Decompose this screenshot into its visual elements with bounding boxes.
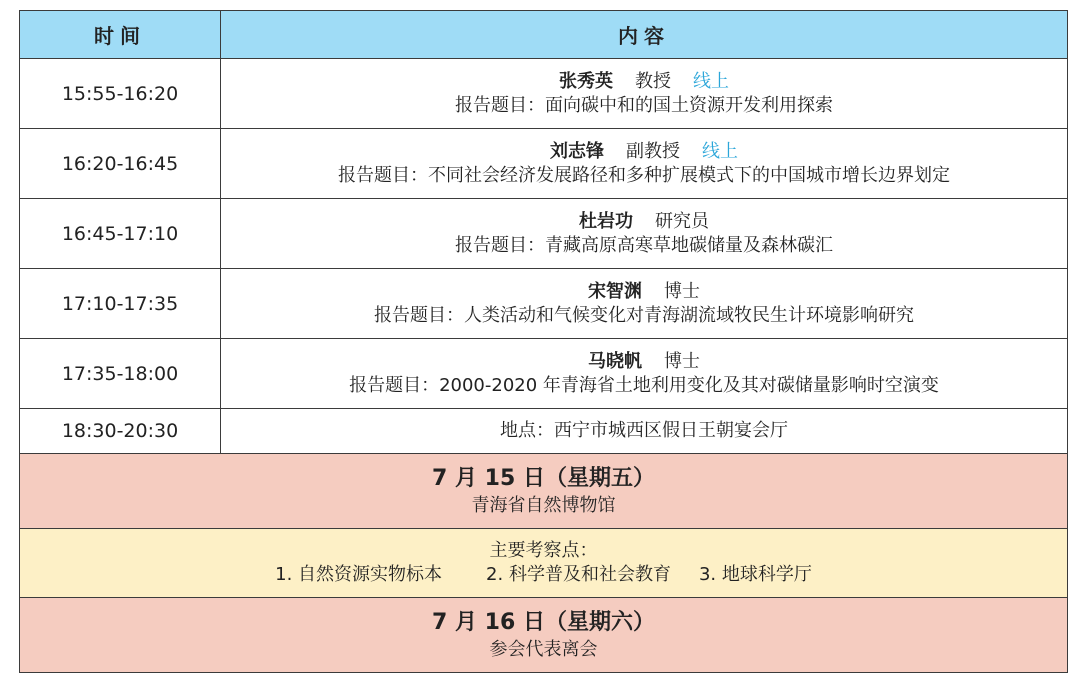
visit-heading: 主要考察点： bbox=[489, 540, 598, 561]
time-cell: 15:55-16:20 bbox=[20, 59, 221, 129]
day-banner-jul15 bbox=[20, 454, 1068, 529]
time-cell: 16:20-16:45 bbox=[20, 129, 221, 199]
talk-topic: 报告题目：2000-2020 年青海省土地利用变化及其对碳储量影响时空演变 bbox=[349, 374, 939, 396]
content-cell bbox=[221, 199, 1068, 269]
content-cell bbox=[221, 129, 1068, 199]
content-cell bbox=[221, 59, 1068, 129]
time-cell: 17:10-17:35 bbox=[20, 269, 221, 339]
day-place: 青海省自然博物馆 bbox=[471, 495, 616, 516]
day-banner-jul16 bbox=[20, 598, 1068, 673]
time-cell: 17:35-18:00 bbox=[20, 339, 221, 409]
speaker-title: 教授 bbox=[635, 70, 671, 92]
visit-points-cell bbox=[20, 529, 1068, 598]
header-content: 内容 bbox=[221, 11, 1068, 59]
time-cell: 18:30-20:30 bbox=[20, 409, 221, 454]
speaker-line bbox=[221, 280, 1067, 304]
speaker-title: 博士 bbox=[664, 350, 700, 372]
table-header bbox=[20, 11, 1068, 59]
table-row bbox=[20, 269, 1068, 339]
talk-topic: 报告题目：不同社会经济发展路径和多种扩展模式下的中国城市增长边界划定 bbox=[338, 164, 950, 186]
speaker-name: 张秀英 bbox=[559, 70, 613, 92]
visit-points-row bbox=[20, 529, 1068, 598]
schedule-table bbox=[19, 10, 1068, 673]
table-row-dinner bbox=[20, 409, 1068, 454]
speaker-line bbox=[221, 70, 1067, 94]
visit-list bbox=[20, 563, 1067, 587]
talk-topic: 报告题目：青藏高原高寒草地碳储量及森林碳汇 bbox=[455, 234, 833, 256]
speaker-title: 研究员 bbox=[655, 210, 709, 232]
online-tag: 线上 bbox=[702, 140, 738, 162]
table-row bbox=[20, 59, 1068, 129]
content-cell bbox=[221, 269, 1068, 339]
time-cell: 16:45-17:10 bbox=[20, 199, 221, 269]
location-cell bbox=[221, 409, 1068, 454]
visit-item: 1. 自然资源实物标本 bbox=[275, 564, 443, 585]
talk-topic: 报告题目：面向碳中和的国土资源开发利用探索 bbox=[455, 94, 833, 116]
day-banner-cell bbox=[20, 454, 1068, 529]
day-date: 7 月 16 日（星期六） bbox=[432, 610, 655, 635]
speaker-line bbox=[221, 210, 1067, 234]
table-row bbox=[20, 199, 1068, 269]
visit-item: 3. 地球科学厅 bbox=[698, 564, 812, 585]
table-row bbox=[20, 129, 1068, 199]
header-time: 时间 bbox=[20, 11, 221, 59]
speaker-title: 博士 bbox=[664, 280, 700, 302]
content-cell bbox=[221, 339, 1068, 409]
speaker-name: 杜岩功 bbox=[579, 210, 633, 232]
visit-item: 2. 科学普及和社会教育 bbox=[486, 564, 671, 585]
day-banner-cell bbox=[20, 598, 1068, 673]
day-place: 参会代表离会 bbox=[489, 639, 598, 660]
online-tag: 线上 bbox=[693, 70, 729, 92]
speaker-title: 副教授 bbox=[626, 140, 680, 162]
speaker-name: 刘志锋 bbox=[550, 140, 604, 162]
speaker-name: 宋智渊 bbox=[588, 280, 642, 302]
talk-topic: 报告题目：人类活动和气候变化对青海湖流域牧民生计环境影响研究 bbox=[374, 304, 914, 326]
speaker-name: 马晓帆 bbox=[588, 350, 642, 372]
speaker-line bbox=[221, 350, 1067, 374]
speaker-line bbox=[221, 140, 1067, 164]
table-row bbox=[20, 339, 1068, 409]
day-date: 7 月 15 日（星期五） bbox=[432, 466, 655, 491]
dinner-location: 地点：西宁市城西区假日王朝宴会厅 bbox=[500, 420, 788, 441]
